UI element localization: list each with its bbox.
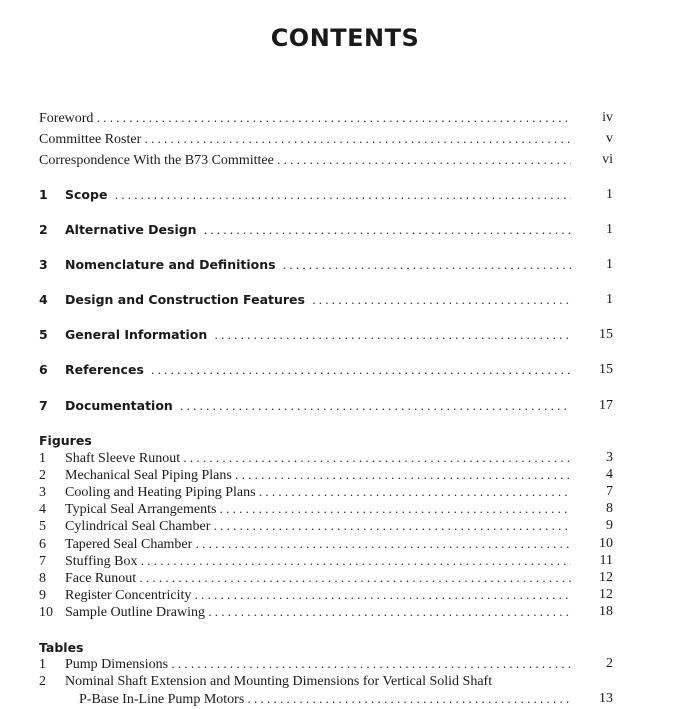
toc-figure-10[interactable]: [39, 604, 613, 622]
section-label: Scope: [65, 187, 108, 202]
figure-number: 3: [39, 485, 46, 500]
toc-figure-1[interactable]: [39, 450, 613, 468]
toc-table-2[interactable]: [39, 674, 492, 690]
figure-label: Stuffing Box: [65, 554, 138, 569]
figure-number: 8: [39, 571, 46, 586]
section-number: 1: [39, 187, 48, 202]
section-label: General Information: [65, 327, 208, 342]
figure-label: Cooling and Heating Piping Plans: [65, 485, 256, 500]
figure-label: Face Runout: [65, 571, 137, 586]
toc-table-1[interactable]: [39, 656, 613, 674]
figure-label: Sample Outline Drawing: [65, 605, 205, 620]
toc-entry-correspondence[interactable]: [39, 152, 613, 170]
toc-figure-4[interactable]: [39, 501, 613, 519]
entry-page: iv: [602, 110, 613, 125]
section-number: 6: [39, 362, 48, 377]
section-number: 5: [39, 327, 48, 342]
figure-label: Typical Seal Arrangements: [65, 502, 217, 517]
section-number: 7: [39, 398, 48, 413]
toc-section-7[interactable]: [39, 398, 613, 416]
entry-page: 4: [606, 467, 613, 482]
toc-figure-5[interactable]: [39, 518, 613, 536]
entry-page: 1: [606, 187, 613, 202]
toc-figure-8[interactable]: [39, 570, 613, 588]
figures-heading: Figures: [39, 433, 92, 448]
entry-page: 18: [599, 604, 613, 619]
table-number: 1: [39, 657, 46, 672]
toc-section-4[interactable]: [39, 292, 613, 310]
entry-page: 15: [599, 362, 613, 377]
entry-page: 1: [606, 257, 613, 272]
entry-page: 9: [606, 518, 613, 533]
entry-page: 13: [599, 691, 613, 706]
section-number: 4: [39, 292, 48, 307]
figure-label: Shaft Sleeve Runout: [65, 451, 181, 466]
section-label: Design and Construction Features: [65, 292, 305, 307]
toc-table-2-continued[interactable]: [79, 691, 613, 709]
figure-number: 9: [39, 588, 46, 603]
table-label: Pump Dimensions: [65, 657, 169, 672]
section-label: Alternative Design: [65, 222, 197, 237]
section-number: 3: [39, 257, 48, 272]
section-label: References: [65, 362, 144, 377]
toc-figure-6[interactable]: [39, 536, 613, 554]
section-label: Documentation: [65, 398, 173, 413]
entry-page: 12: [599, 570, 613, 585]
figure-label: Cylindrical Seal Chamber: [65, 519, 211, 534]
entry-page: 1: [606, 222, 613, 237]
table-label: Nominal Shaft Extension and Mounting Dimensions for Vertical Solid Shaft: [65, 674, 493, 689]
entry-page: 12: [599, 587, 613, 602]
table-label-continued: P-Base In-Line Pump Motors: [79, 692, 245, 707]
toc-figure-3[interactable]: [39, 484, 613, 502]
section-number: 2: [39, 222, 48, 237]
entry-page: 8: [606, 501, 613, 516]
toc-entry-committee-roster[interactable]: [39, 131, 613, 149]
figure-number: 2: [39, 468, 46, 483]
entry-page: 1: [606, 292, 613, 307]
figure-number: 4: [39, 502, 46, 517]
entry-label: Committee Roster: [39, 132, 142, 147]
figure-number: 10: [39, 605, 53, 620]
toc-section-2[interactable]: [39, 222, 613, 240]
page-title: CONTENTS: [270, 24, 420, 52]
figure-number: 6: [39, 537, 46, 552]
entry-page: 7: [606, 484, 613, 499]
toc-section-6[interactable]: [39, 362, 613, 380]
entry-page: 10: [599, 536, 613, 551]
entry-page: vi: [602, 152, 613, 167]
figure-label: Register Concentricity: [65, 588, 192, 603]
toc-section-1[interactable]: [39, 187, 613, 205]
figure-label: Tapered Seal Chamber: [65, 537, 193, 552]
figure-number: 1: [39, 451, 46, 466]
table-number: 2: [39, 674, 46, 689]
tables-heading: Tables: [39, 640, 84, 655]
figure-number: 7: [39, 554, 46, 569]
toc-figure-7[interactable]: [39, 553, 613, 571]
entry-page: 17: [599, 398, 613, 413]
entry-label: Foreword: [39, 111, 94, 126]
toc-entry-foreword[interactable]: [39, 110, 613, 128]
entry-page: 2: [606, 656, 613, 671]
entry-page: 15: [599, 327, 613, 342]
figure-label: Mechanical Seal Piping Plans: [65, 468, 232, 483]
toc-section-3[interactable]: [39, 257, 613, 275]
figure-number: 5: [39, 519, 46, 534]
toc-section-5[interactable]: [39, 327, 613, 345]
entry-page: 3: [606, 450, 613, 465]
entry-label: Correspondence With the B73 Committee: [39, 153, 274, 168]
section-label: Nomenclature and Definitions: [65, 257, 276, 272]
toc-figure-2[interactable]: [39, 467, 613, 485]
toc-figure-9[interactable]: [39, 587, 613, 605]
entry-page: 11: [599, 553, 613, 568]
entry-page: v: [606, 131, 613, 146]
